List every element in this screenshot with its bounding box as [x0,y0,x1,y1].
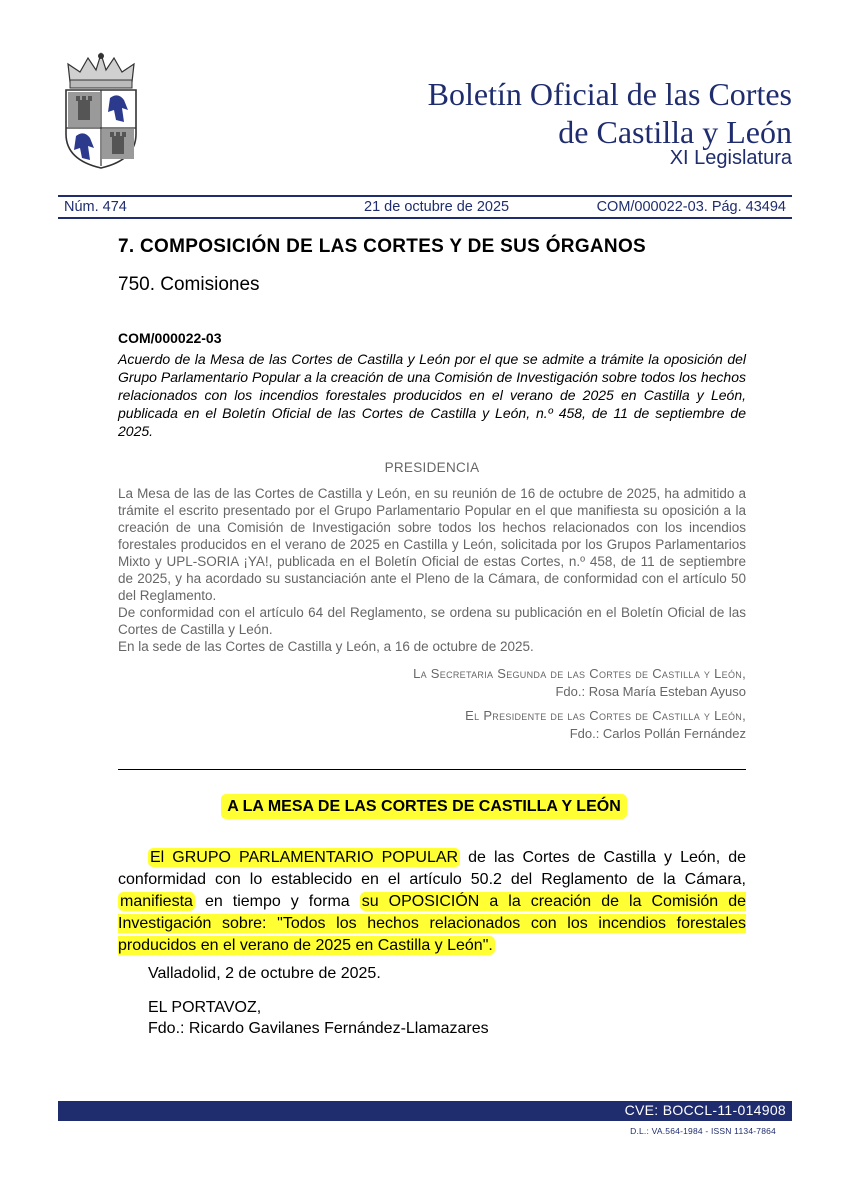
subsection-title: 750. Comisiones [118,274,260,295]
signature-presidente-name: Fdo.: Carlos Pollán Fernández [569,726,746,741]
highlight-group: El GRUPO PARLAMENTARIO POPULAR [150,849,459,866]
signature-secretaria [413,665,746,701]
legislature-label: XI Legislatura [669,147,792,169]
section-divider [118,769,746,770]
highlight-manifiesta: manifiesta [120,893,193,910]
signature-presidente-title: El Presidente de las Cortes de Castilla y León, [465,708,746,723]
issue-date: 21 de octubre de 2025 [364,199,510,215]
letter-body: El GRUPO PARLAMENTARIO POPULAR de las Cortes de Castilla y León, de conformidad con lo establecido en el artículo 50.2 del Reglamento de la Cámara, manifiesta en tiempo y forma su OPOSICIÓN a la creación de la Comisión de Investigación sobre: "Todos los hechos relacionados con los incendios forestales producidos en el verano de 2025 en Castilla y León". [118,849,747,954]
presidencia-paragraph-1: La Mesa de las de las Cortes de Castilla y León, en su reunión de 16 de octubre de 2025, ha admitido a trámite el escrito presentado por el Grupo Parlamentario Popular en el que manifiesta su oposición a la creación de una Comisión de Investigación sobre todos los hechos relacionados con los incendios forestales producidos en el verano de 2025 en Castilla y León, solicitada por los Grupos Parlamentarios Mixto y UPL-SORIA ¡YA!, publicada en el Boletín Oficial de estas Cortes, n.º 458, de 11 de septiembre de 2025, y ha acordado su sustanciación ante el Pleno de la Cámara, de conformidad con el artículo 50 del Reglamento. [118,486,746,603]
presidencia-paragraph-3: En la sede de las Cortes de Castilla y León, a 16 de octubre de 2025. [118,639,534,654]
letter-signer-name: Fdo.: Ricardo Gavilanes Fernández-Llamazares [148,1020,489,1037]
cve-code: CVE: BOCCL-11-014908 [624,1102,786,1118]
bulletin-title: Boletín Oficial de las Cortes de Castilla y León [427,76,792,150]
document-summary: Acuerdo de la Mesa de las Cortes de Castilla y León por el que se admite a trámite la oposición del Grupo Parlamentario Popular a la creación de una Comisión de Investigación sobre todos los hechos relacionados con los incendios forestales producidos en el verano de 2025 en Castilla y León, publicada en el Boletín Oficial de las Cortes de Castilla y León, n.º 458, de 11 de septiembre de 2025. [118,351,746,439]
coat-of-arms-logo [58,52,144,170]
letter-place-date: Valladolid, 2 de octubre de 2025. [148,965,381,982]
highlight-opposition: su OPOSICIÓN a la creación de la Comisión de Investigación sobre: "Todos los hechos relacionados con los incendios forestales producidos en el verano de 2025 en Castilla y León". [118,893,747,954]
document-code: COM/000022-03 [118,330,222,346]
letter-signer-title: EL PORTAVOZ, [148,999,262,1016]
header-rule-top [58,195,792,197]
issue-number: Núm. 474 [64,199,127,215]
signature-presidente [465,707,746,743]
header-rule-bottom [58,217,792,219]
section-title: 7. COMPOSICIÓN DE LAS CORTES Y DE SUS ÓRGANOS [118,236,646,257]
letter-addressee: A LA MESA DE LAS CORTES DE CASTILLA Y LEÓN [0,798,848,816]
presidencia-heading: PRESIDENCIA [384,460,480,475]
presidencia-paragraph-2: De conformidad con el artículo 64 del Reglamento, se ordena su publicación en el Boletín Oficial de las Cortes de Castilla y León. [118,605,746,637]
signature-secretaria-name: Fdo.: Rosa María Esteban Ayuso [555,684,746,699]
page-reference: COM/000022-03. Pág. 43494 [596,199,786,215]
signature-secretaria-title: La Secretaria Segunda de las Cortes de Castilla y León, [413,666,746,681]
legal-deposit: D.L.: VA.564-1984 - ISSN 1134-7864 [630,1126,776,1136]
